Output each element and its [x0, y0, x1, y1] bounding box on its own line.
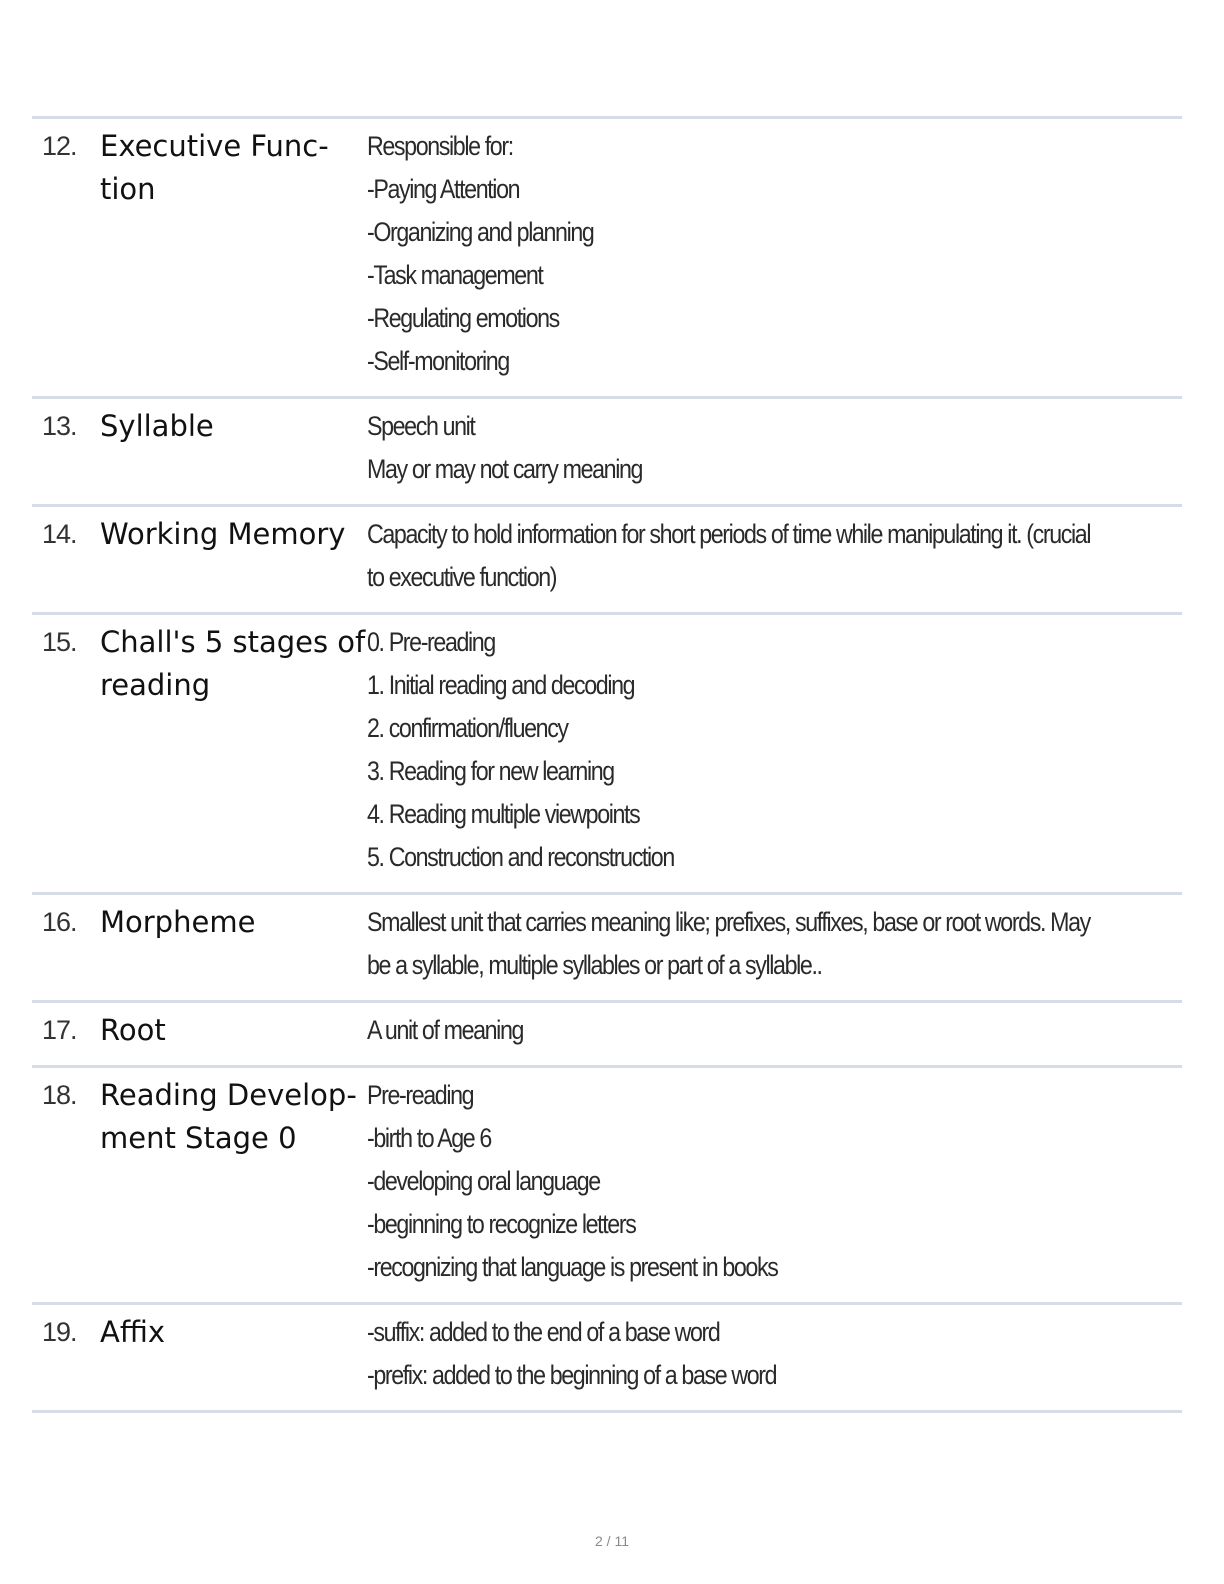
- definition: [367, 1311, 1068, 1397]
- term: Working Memory: [100, 517, 346, 551]
- definition-line: -recognizing that language is present in books: [367, 1252, 778, 1282]
- definition-line: to executive function): [367, 562, 557, 592]
- definition-line: -beginning to recognize letters: [367, 1209, 636, 1239]
- table-row: [32, 615, 1182, 895]
- table-row: [32, 895, 1182, 1003]
- table-row: [32, 507, 1182, 615]
- definition: [367, 1009, 1068, 1052]
- definition-line: 0. Pre-reading: [367, 627, 495, 657]
- table-row: [32, 1068, 1182, 1305]
- term: Syllable: [100, 409, 214, 443]
- flashcard-table: [32, 116, 1182, 1413]
- definition-line: Pre-reading: [367, 1080, 474, 1110]
- term: Affix: [100, 1315, 166, 1349]
- table-row: [32, 399, 1182, 507]
- term: Executive Func- tion: [100, 129, 329, 206]
- definition: [367, 901, 1090, 987]
- term: Root: [100, 1013, 166, 1047]
- definition-line: 4. Reading multiple viewpoints: [367, 799, 640, 829]
- definition: [367, 125, 1068, 383]
- row-number: 14.: [42, 519, 77, 549]
- term: Reading Develop- ment Stage 0: [100, 1078, 357, 1155]
- definition-line: Speech unit: [367, 411, 475, 441]
- definition-line: be a syllable, multiple syllables or part of a syllable..: [367, 950, 822, 980]
- definition-line: -Self-monitoring: [367, 346, 509, 376]
- table-row: [32, 1305, 1182, 1413]
- definition-line: Responsible for:: [367, 131, 513, 161]
- term: Chall's 5 stages of reading: [100, 625, 366, 702]
- row-number: 15.: [42, 627, 77, 657]
- definition-line: -developing oral language: [367, 1166, 600, 1196]
- definition: [367, 513, 1090, 599]
- definition-line: -prefix: added to the beginning of a base word: [367, 1360, 777, 1390]
- definition-line: -Paying Attention: [367, 174, 520, 204]
- definition-line: May or may not carry meaning: [367, 454, 643, 484]
- definition-line: 1. Initial reading and decoding: [367, 670, 635, 700]
- definition-line: Smallest unit that carries meaning like; prefixes, suffixes, base or root words. May: [367, 907, 1090, 937]
- row-number: 17.: [42, 1015, 77, 1045]
- definition-line: -Regulating emotions: [367, 303, 559, 333]
- term: Morpheme: [100, 905, 256, 939]
- definition-line: 3. Reading for new learning: [367, 756, 614, 786]
- definition-line: 5. Construction and reconstruction: [367, 842, 674, 872]
- row-number: 19.: [42, 1317, 77, 1347]
- definition: [367, 621, 1068, 879]
- definition-line: -Task management: [367, 260, 543, 290]
- row-number: 12.: [42, 131, 77, 161]
- definition-line: A unit of meaning: [367, 1015, 524, 1045]
- table-row: [32, 119, 1182, 399]
- row-number: 18.: [42, 1080, 77, 1110]
- definition-line: -Organizing and planning: [367, 217, 594, 247]
- row-number: 16.: [42, 907, 77, 937]
- definition-line: -suffix: added to the end of a base word: [367, 1317, 720, 1347]
- definition-line: 2. confirmation/fluency: [367, 713, 568, 743]
- definition-line: -birth to Age 6: [367, 1123, 491, 1153]
- page-indicator: 2 / 11: [595, 1533, 629, 1549]
- definition: [367, 405, 1068, 491]
- row-number: 13.: [42, 411, 77, 441]
- definition: [367, 1074, 1068, 1289]
- table-row: [32, 1003, 1182, 1068]
- definition-line: Capacity to hold information for short periods of time while manipulating it. (crucial: [367, 519, 1091, 549]
